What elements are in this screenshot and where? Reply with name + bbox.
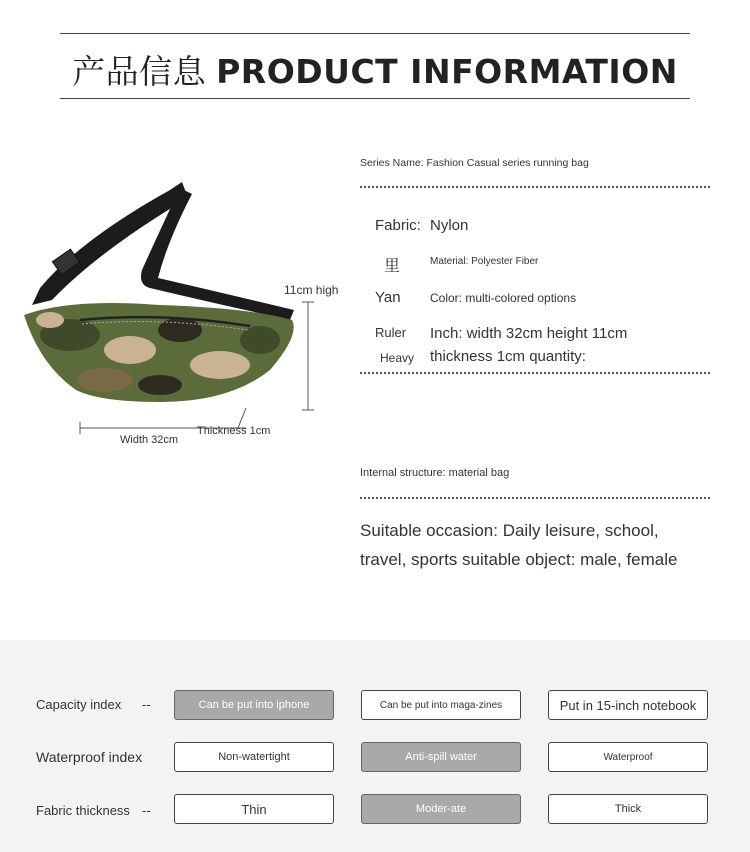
page-title-cn: 产品信息 — [72, 52, 207, 91]
strap-shape — [32, 182, 294, 320]
spec-value-size: Inch: width 32cm height 11cm — [430, 325, 628, 342]
height-dimension — [302, 302, 314, 410]
capacity-option-iphone: Can be put into iphone — [174, 690, 334, 720]
header-bottom-rule — [60, 98, 690, 99]
page-title-en: PRODUCT INFORMATION — [216, 52, 678, 91]
occasion-line-2: travel, sports suitable object: male, female — [360, 550, 678, 569]
spec-label-ruler: Ruler — [375, 325, 407, 340]
internal-structure: Internal structure: material bag — [360, 467, 510, 479]
page-title — [0, 46, 750, 93]
spec-value-fabric: Nylon — [430, 217, 469, 234]
occasion-line-1: Suitable occasion: Daily leisure, school, — [360, 521, 659, 540]
fabric-thickness-dash: -- — [142, 803, 151, 818]
spec-value-material: Material: Polyester Fiber — [430, 256, 539, 267]
thickness-option-thick: Thick — [548, 794, 708, 824]
bag-body — [24, 303, 294, 402]
waterproof-option-non-watertight: Non-watertight — [174, 742, 334, 772]
thickness-label: Thickness 1cm — [197, 425, 271, 437]
capacity-index-dash: -- — [142, 697, 151, 712]
spec-label-heavy: Heavy — [380, 351, 415, 365]
width-label: Width 32cm — [120, 434, 179, 446]
spec-label-color: Yan — [375, 289, 401, 306]
series-name: Series Name: Fashion Casual series running bag — [360, 157, 589, 169]
fabric-thickness-label: Fabric thickness — [36, 803, 130, 818]
spec-label-fabric: Fabric: — [375, 217, 421, 234]
header-top-rule — [60, 33, 690, 34]
waterproof-index-label: Waterproof index — [36, 749, 143, 765]
divider-1 — [360, 186, 710, 188]
capacity-option-notebook: Put in 15-inch notebook — [548, 690, 708, 720]
spec-label-lining: 里 — [384, 258, 401, 275]
divider-2 — [360, 372, 710, 374]
thickness-option-thin: Thin — [174, 794, 334, 824]
waterproof-option-anti-spill: Anti-spill water — [361, 742, 521, 772]
thickness-option-moderate: Moder-ate — [361, 794, 521, 824]
waterproof-option-waterproof: Waterproof — [548, 742, 708, 772]
capacity-index-label: Capacity index — [36, 697, 122, 712]
product-image — [10, 170, 355, 450]
spec-value-color: Color: multi-colored options — [430, 291, 577, 305]
spec-value-thickness: thickness 1cm quantity: — [430, 348, 586, 365]
capacity-option-magazines: Can be put into maga-zines — [361, 690, 521, 720]
divider-3 — [360, 497, 710, 499]
height-label: 11cm high — [284, 283, 339, 297]
